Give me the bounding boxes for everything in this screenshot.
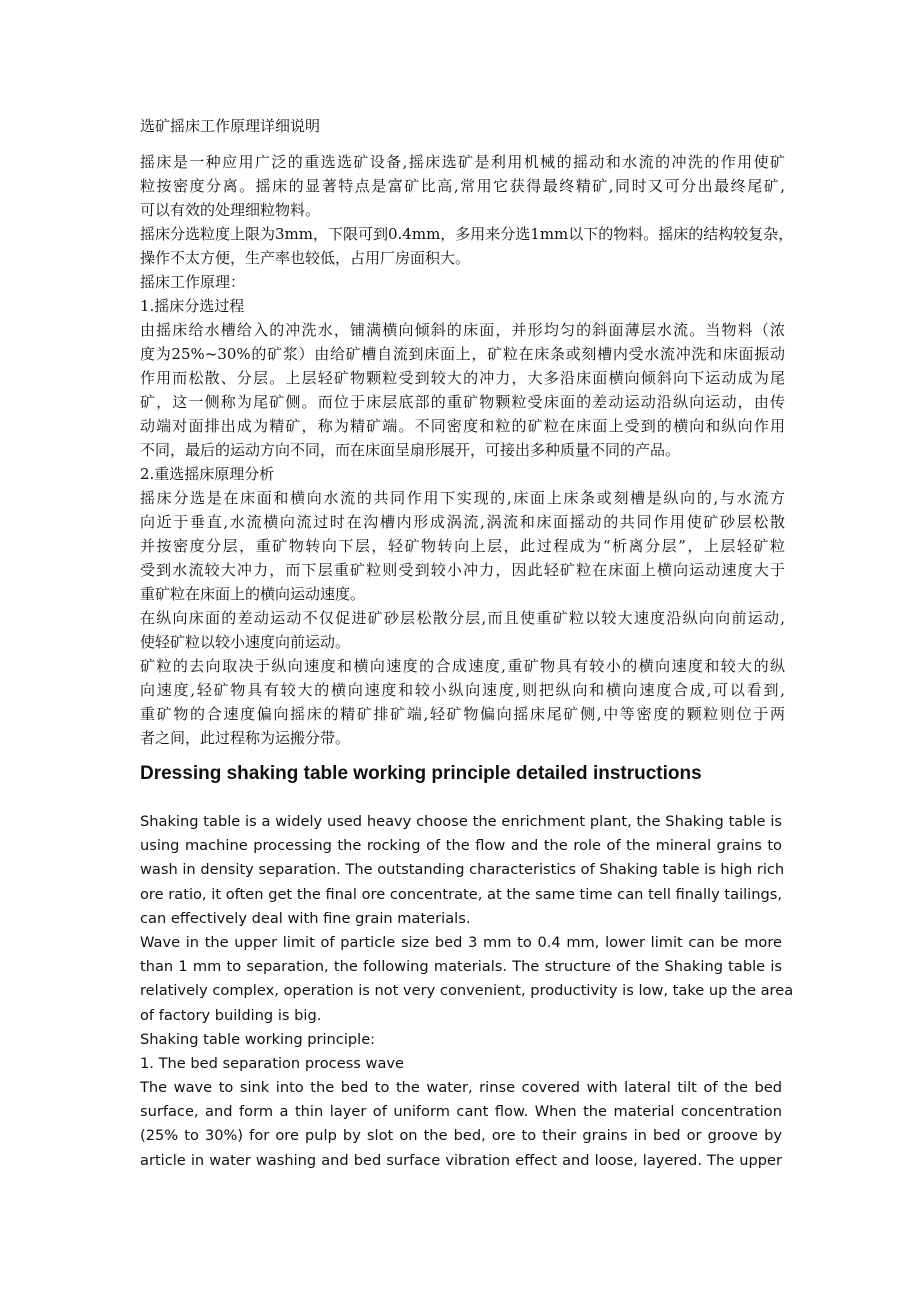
chinese-section bbox=[140, 114, 794, 750]
text-line: 1. The bed separation process wave bbox=[140, 1054, 405, 1072]
text-line: 矿，这一侧称为尾矿侧。而位于床层底部的重矿物颗粒受床面的差动运动沿纵向运动，由传 bbox=[140, 393, 785, 411]
text-line: surface, and form a thin layer of uniform cant flow. When the material concentration bbox=[140, 1103, 782, 1121]
text-line: 度为25%~30%的矿浆）由给矿槽自流到床面上，矿粒在床条或刻槽内受水流冲洗和床面振动 bbox=[140, 345, 785, 363]
text-line: Shaking table is a widely used heavy choose the enrichment plant, the Shaking table is bbox=[140, 813, 782, 830]
text-line: 2.重选摇床原理分析 bbox=[140, 465, 275, 483]
text-line: 1.摇床分选过程 bbox=[140, 297, 245, 315]
text-line: 者之间，此过程称为运搬分带。 bbox=[140, 729, 351, 747]
spacer bbox=[140, 138, 785, 150]
text-line: 动端对面排出成为精矿，称为精矿端。不同密度和粒的矿粒在床面上受到的横向和纵向作用 bbox=[140, 417, 785, 435]
text-line: 不同，最后的运动方向不同，而在床面呈扇形展开，可接出多种质量不同的产品。 bbox=[140, 441, 681, 459]
text-line: 可以有效的处理细粒物料。 bbox=[140, 201, 321, 219]
text-line: 并按密度分层，重矿物转向下层，轻矿物转向上层，此过程成为“析离分层”，上层轻矿粒 bbox=[140, 537, 785, 555]
text-line: 向速度,轻矿物具有较大的横向速度和较小纵向速度,则把纵向和横向速度合成,可以看到, bbox=[140, 681, 785, 699]
text-line: 受到水流较大冲力，而下层重矿粒则受到较小冲力，因此轻矿粒在床面上横向运动速度大于 bbox=[140, 561, 785, 579]
text-line: using machine processing the rocking of the flow and the role of the mineral grains to bbox=[140, 837, 782, 855]
text-line: The wave to sink into the bed to the water, rinse covered with lateral tilt of the bed bbox=[140, 1079, 782, 1097]
text-line: 作用而松散、分层。上层轻矿物颗粒受到较大的冲力，大多沿床面横向倾斜向下运动成为尾 bbox=[140, 369, 785, 387]
text-line: 操作不太方便，生产率也较低，占用厂房面积大。 bbox=[140, 249, 471, 267]
text-line: 重矿物的合速度偏向摇床的精矿排矿端,轻矿物偏向摇床尾矿侧,中等密度的颗粒则位于两 bbox=[140, 705, 785, 723]
text-line: 摇床分选是在床面和横向水流的共同作用下实现的,床面上床条或刻槽是纵向的,与水流方 bbox=[140, 489, 785, 507]
text-line: (25% to 30%) for ore pulp by slot on the bed, ore to their grains in bed or groove by bbox=[140, 1127, 782, 1145]
text-line: 粒按密度分离。摇床的显著特点是富矿比高,常用它获得最终精矿,同时又可分出最终尾矿, bbox=[140, 177, 785, 195]
chinese-title: 选矿摇床工作原理详细说明 bbox=[140, 117, 321, 135]
text-line: 使轻矿粒以较小速度向前运动。 bbox=[140, 633, 351, 651]
text-line: 由摇床给水槽给入的冲洗水，铺满横向倾斜的床面，并形均匀的斜面薄层水流。当物料（浓 bbox=[140, 321, 785, 339]
text-line: relatively complex, operation is not very convenient, productivity is low, take up the area bbox=[140, 982, 794, 1000]
chinese-body bbox=[140, 150, 794, 750]
text-line: than 1 mm to separation, the following materials. The structure of the Shaking table is bbox=[140, 958, 782, 976]
text-line: 在纵向床面的差动运动不仅促进矿砂层松散分层,而且使重矿粒以较大速度沿纵向向前运动, bbox=[140, 609, 785, 627]
text-line: 重矿粒在床面上的横向运动速度。 bbox=[140, 585, 366, 603]
english-title: Dressing shaking table working principle detailed instructions bbox=[140, 763, 702, 784]
text-line: ore ratio, it often get the final ore concentrate, at the same time can tell finally tailings, bbox=[140, 885, 782, 903]
text-line: 矿粒的去向取决于纵向速度和横向速度的合成速度,重矿物具有较小的横向速度和较大的纵 bbox=[140, 657, 785, 675]
text-line: 摇床工作原理： bbox=[140, 273, 246, 291]
text-line: wash in density separation. The outstanding characteristics of Shaking table is high rich bbox=[140, 861, 785, 879]
text-line: 向近于垂直,水流横向流过时在沟槽内形成涡流,涡流和床面摇动的共同作用使矿砂层松散 bbox=[140, 513, 785, 531]
text-line: can effectively deal with fine grain materials. bbox=[140, 909, 471, 927]
text-line: of factory building is big. bbox=[140, 1006, 322, 1024]
text-line: Wave in the upper limit of particle size bed 3 mm to 0.4 mm, lower limit can be more bbox=[140, 933, 782, 951]
text-line: 摇床是一种应用广泛的重选选矿设备,摇床选矿是利用机械的摇动和水流的冲洗的作用使矿 bbox=[140, 153, 785, 171]
text-line: Shaking table working principle: bbox=[140, 1030, 376, 1048]
text-line: article in water washing and bed surface vibration effect and loose, layered. The upper bbox=[140, 1151, 782, 1169]
text-line: 摇床分选粒度上限为3mm，下限可到0.4mm，多用来分选1mm以下的物料。摇床的结构较复杂， bbox=[140, 225, 794, 243]
english-body bbox=[140, 810, 794, 1173]
